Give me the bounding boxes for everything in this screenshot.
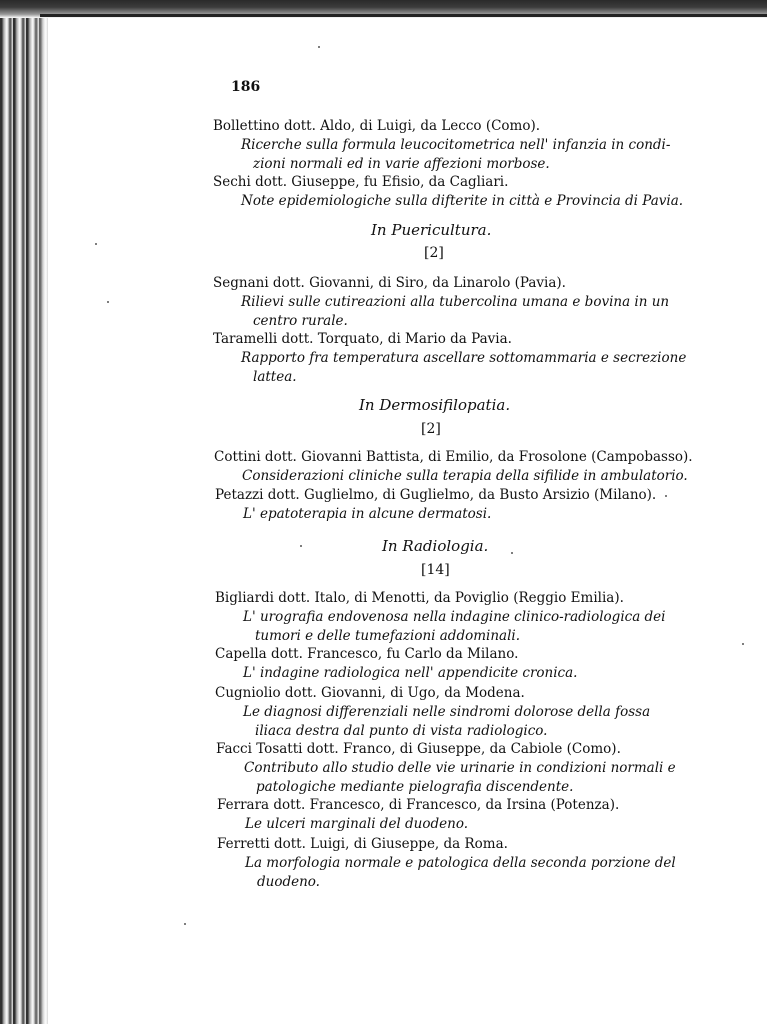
- scan-speck: [300, 545, 302, 547]
- list-item: [216, 740, 676, 797]
- scan-speck: [665, 495, 667, 497]
- section-heading: In Radiologia.: [382, 537, 489, 555]
- entry-author: Ferretti dott. Luigi, di Giuseppe, da Roma.: [217, 836, 508, 852]
- entry-title: Rapporto fra temperatura ascellare sottomammaria e secrezione: [241, 350, 687, 366]
- section-count: [14]: [421, 562, 450, 578]
- entry-author: Cottini dott. Giovanni Battista, di Emilio, da Frosolone (Campobasso).: [214, 449, 693, 465]
- entry-title: Le diagnosi differenziali nelle sindromi dolorose della fossa: [243, 704, 651, 720]
- entry-title: Contributo allo studio delle vie urinarie in condizioni normali e: [244, 760, 676, 776]
- binding-shadow: [34, 0, 56, 1024]
- list-item: [215, 589, 666, 646]
- entry-title-continued: duodeno.: [257, 874, 320, 890]
- entry-title: L' indagine radiologica nell' appendicite cronica.: [243, 665, 578, 681]
- entry-title: L' urografia endovenosa nella indagine clinico-radiologica dei: [243, 609, 666, 625]
- list-item: [214, 448, 693, 486]
- entry-author: Bollettino dott. Aldo, di Luigi, da Lecco (Como).: [213, 118, 541, 134]
- entry-title-continued: patologiche mediante pielografia discendente.: [256, 779, 574, 795]
- page-number: 186: [231, 79, 261, 95]
- entry-title: Considerazioni cliniche sulla terapia della sifilide in ambulatorio.: [242, 468, 688, 484]
- header-rule: [40, 14, 767, 17]
- list-item: [217, 796, 619, 834]
- list-item: [217, 835, 676, 892]
- entry-title-continued: lattea.: [253, 369, 297, 385]
- entry-title-continued: centro rurale.: [253, 313, 348, 329]
- entry-title-continued: zioni normali ed in varie affezioni morbose.: [253, 156, 550, 172]
- entry-author: Petazzi dott. Guglielmo, di Guglielmo, da Busto Arsizio (Milano).: [215, 487, 657, 503]
- scan-speck: [107, 301, 109, 303]
- list-item: [215, 645, 577, 683]
- entry-author: Sechi dott. Giuseppe, fu Efisio, da Cagliari.: [213, 174, 509, 190]
- scan-speck: [184, 923, 186, 925]
- list-item: [213, 173, 683, 211]
- section-heading: In Dermosifilopatia.: [359, 396, 511, 414]
- entry-title: Note epidemiologiche sulla difterite in città e Provincia di Pavia.: [241, 193, 684, 209]
- entry-title-continued: iliaca destra dal punto di vista radiologico.: [255, 723, 548, 739]
- list-item: [213, 330, 686, 387]
- scan-speck: [511, 552, 513, 554]
- entry-author: Ferrara dott. Francesco, di Francesco, da Irsina (Potenza).: [217, 797, 620, 813]
- scan-speck: [95, 243, 97, 245]
- entry-title: La morfologia normale e patologica della seconda porzione del: [245, 855, 676, 871]
- section-count: [2]: [421, 421, 441, 437]
- entry-title: Ricerche sulla formula leucocitometrica nell' infanzia in condi-: [241, 137, 671, 153]
- entry-author: Facci Tosatti dott. Franco, di Giuseppe, da Cabiole (Como).: [216, 741, 621, 757]
- section-count: [2]: [424, 245, 444, 261]
- entry-title: Rilievi sulle cutireazioni alla tubercolina umana e bovina in un: [241, 294, 670, 310]
- entry-author: Taramelli dott. Torquato, di Mario da Pavia.: [213, 331, 512, 347]
- entry-title: L' epatoterapia in alcune dermatosi.: [243, 506, 492, 522]
- list-item: [215, 486, 656, 524]
- scan-speck: [742, 643, 744, 645]
- entry-title: Le ulceri marginali del duodeno.: [245, 816, 469, 832]
- entry-author: Cugniolio dott. Giovanni, di Ugo, da Modena.: [215, 685, 525, 701]
- scan-speck: [318, 46, 320, 48]
- entry-title-continued: tumori e delle tumefazioni addominali.: [255, 628, 521, 644]
- list-item: [213, 274, 669, 331]
- entry-author: Capella dott. Francesco, fu Carlo da Milano.: [215, 646, 519, 662]
- list-item: [215, 684, 650, 741]
- section-heading: In Puericultura.: [371, 221, 492, 239]
- list-item: [213, 117, 670, 174]
- entry-author: Segnani dott. Giovanni, di Siro, da Linarolo (Pavia).: [213, 275, 566, 291]
- entry-author: Bigliardi dott. Italo, di Menotti, da Poviglio (Reggio Emilia).: [215, 590, 624, 606]
